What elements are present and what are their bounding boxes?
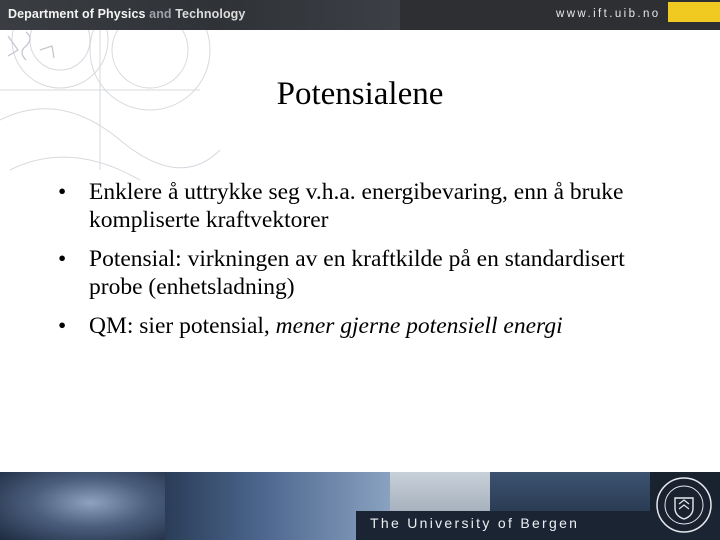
department-conjunction: and [149, 7, 172, 21]
bullet-item [58, 245, 678, 301]
header-accent-bar [668, 2, 720, 22]
department-name: Department of Physics [8, 7, 146, 21]
department-title [8, 7, 245, 21]
bullet-text: Enklere å uttrykke seg v.h.a. energibevaring, enn å bruke kompliserte kraftvektorer [89, 179, 624, 233]
university-seal-icon [655, 476, 713, 534]
website-url: www.ift.uib.no [556, 8, 661, 20]
header-bar [0, 0, 720, 30]
bullet-item [58, 178, 678, 234]
bullet-dot-icon: • [58, 179, 67, 205]
footer-face-image [0, 472, 165, 540]
footer-banner [0, 472, 720, 540]
bullet-emphasis-text: mener gjerne potensiell energi [275, 313, 563, 339]
department-technology: Technology [175, 7, 246, 21]
bullet-text: QM: sier potensial, [89, 313, 276, 339]
physics-watermark-decoration [0, 30, 220, 200]
university-name: The University of Bergen [370, 515, 580, 531]
slide-title [0, 76, 720, 113]
bullet-item [58, 312, 678, 340]
slide-title-text: Potensialene [276, 76, 444, 112]
bullet-dot-icon: • [58, 246, 67, 272]
bullet-list [58, 178, 678, 351]
bullet-text: Potensial: virkningen av en kraftkilde på en standardisert probe (enhetsladning) [89, 246, 625, 300]
bullet-dot-icon: • [58, 313, 67, 339]
